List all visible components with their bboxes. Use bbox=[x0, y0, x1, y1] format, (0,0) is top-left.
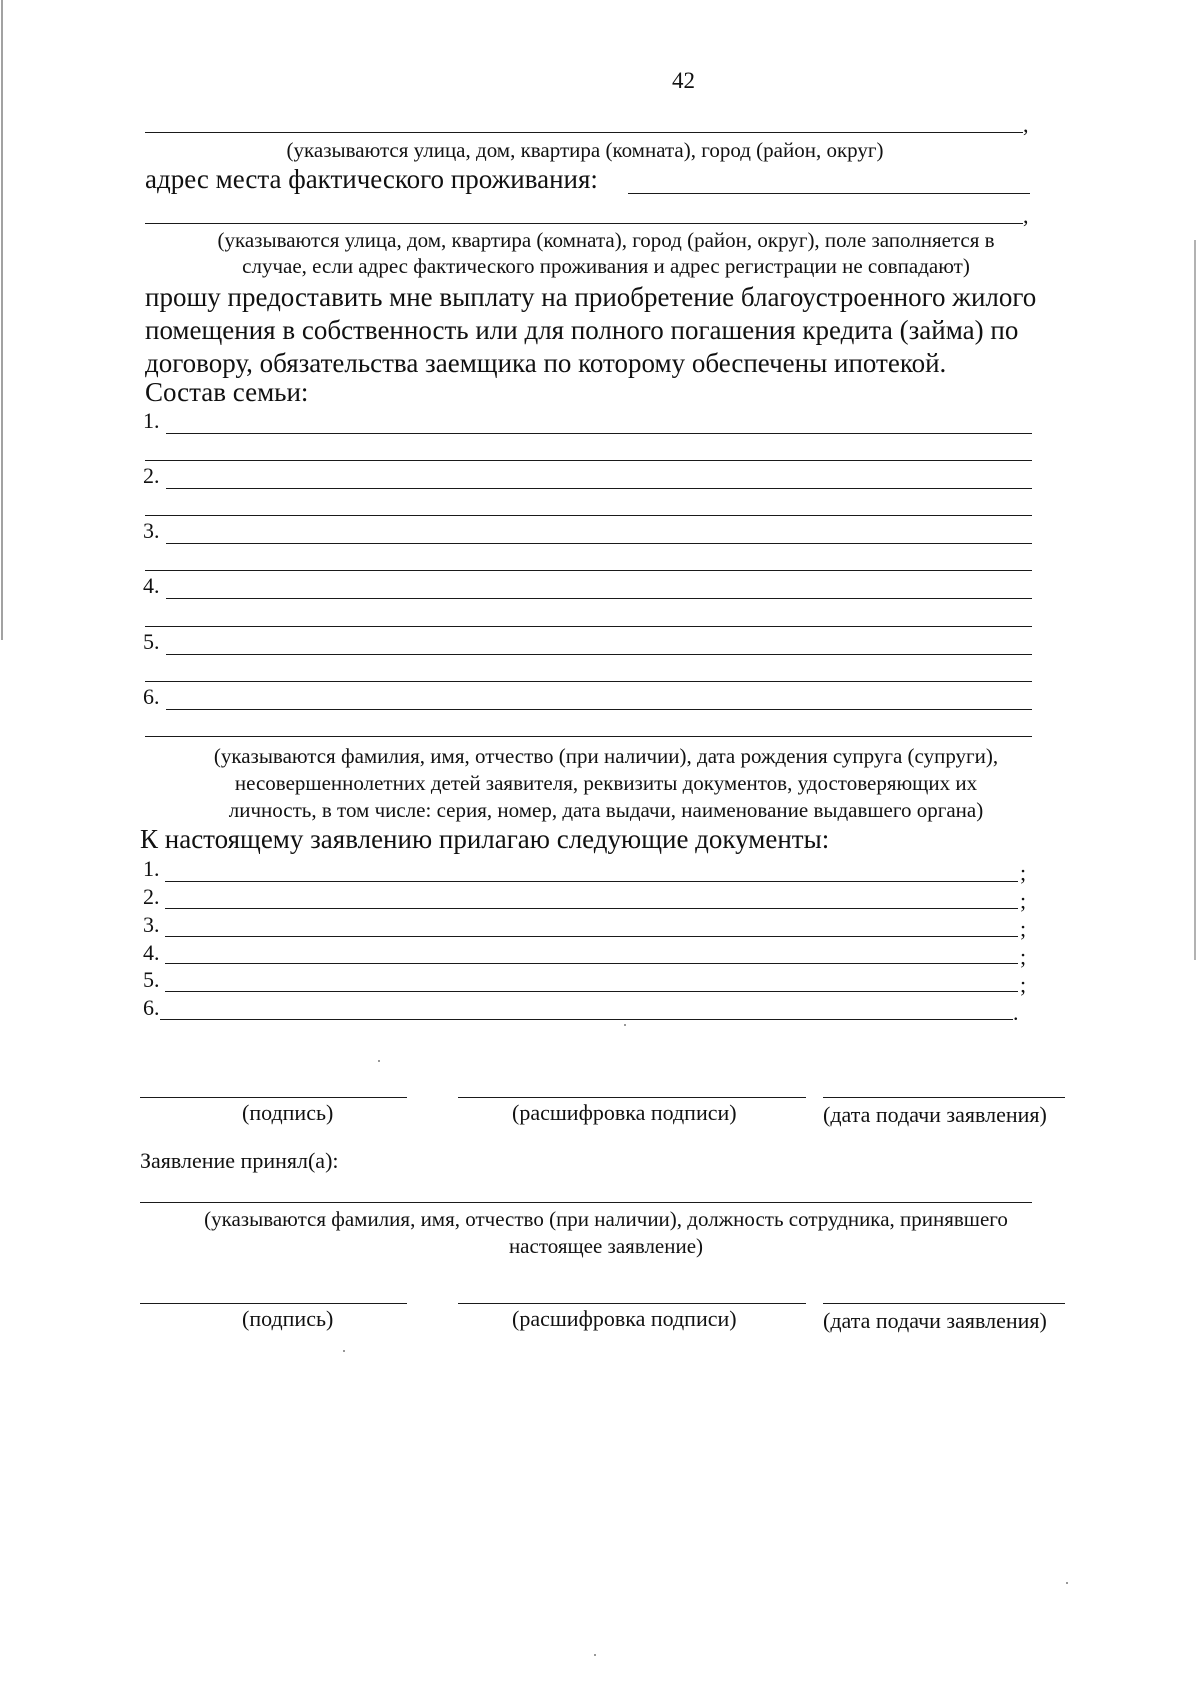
family-item-line bbox=[145, 736, 1032, 737]
document-item-end: ; bbox=[1020, 860, 1027, 885]
family-item-line bbox=[166, 433, 1032, 434]
family-item-number: 4. bbox=[143, 573, 160, 598]
scan-speck bbox=[343, 1350, 345, 1352]
document-item-line bbox=[165, 991, 1018, 992]
date-line bbox=[823, 1303, 1065, 1304]
family-item-line bbox=[166, 598, 1032, 599]
scan-speck bbox=[624, 1024, 626, 1026]
family-item-number: 1. bbox=[143, 408, 160, 433]
family-item-line bbox=[166, 488, 1032, 489]
scan-edge-right bbox=[1194, 240, 1196, 960]
family-item-number: 6. bbox=[143, 684, 160, 709]
request-line-1: прошу предоставить мне выплату на приобретение благоустроенного жилого bbox=[145, 282, 1037, 312]
document-item-line bbox=[165, 936, 1018, 937]
scan-speck bbox=[378, 1060, 380, 1062]
decoding-label: (расшифровка подписи) bbox=[512, 1306, 737, 1331]
family-item-number: 5. bbox=[143, 629, 160, 654]
document-item-number: 2. bbox=[143, 884, 160, 909]
document-item-end: . bbox=[1013, 1000, 1019, 1025]
document-item-end: ; bbox=[1020, 916, 1027, 941]
address-reg-comma: , bbox=[1023, 112, 1029, 137]
document-item-line bbox=[165, 908, 1018, 909]
decoding-line bbox=[458, 1097, 806, 1098]
page-number: 42 bbox=[672, 68, 695, 93]
document-item-line bbox=[165, 881, 1018, 882]
accepted-hint-2: настоящее заявление) bbox=[508, 1234, 704, 1258]
address-fact-line-2 bbox=[145, 223, 1023, 224]
address-fact-label: адрес места фактического проживания: bbox=[145, 164, 598, 194]
request-line-3: договору, обязательства заемщика по которому обеспечены ипотекой. bbox=[145, 348, 947, 378]
family-item-line bbox=[145, 515, 1032, 516]
decoding-label: (расшифровка подписи) bbox=[512, 1100, 737, 1125]
family-item-line bbox=[145, 460, 1032, 461]
accepted-hint-1: (указываются фамилия, имя, отчество (при наличии), должность сотрудника, принявшего bbox=[204, 1207, 1008, 1231]
address-fact-line-1 bbox=[628, 193, 1030, 194]
scan-speck bbox=[594, 1654, 596, 1656]
signature-line bbox=[140, 1303, 407, 1304]
scan-speck bbox=[1066, 1582, 1068, 1584]
document-item-end: ; bbox=[1020, 944, 1027, 969]
document-item-number: 3. bbox=[143, 912, 160, 937]
family-item-line bbox=[145, 626, 1032, 627]
family-hint-3: личность, в том числе: серия, номер, дата выдачи, наименование выдавшего органа) bbox=[228, 798, 984, 822]
document-item-end: ; bbox=[1020, 972, 1027, 997]
request-line-2: помещения в собственность или для полного погашения кредита (займа) по bbox=[145, 315, 1019, 345]
signature-line bbox=[140, 1097, 407, 1098]
documents-title: К настоящему заявлению прилагаю следующие документы: bbox=[140, 824, 830, 854]
address-reg-hint: (указываются улица, дом, квартира (комната), город (район, округ) bbox=[286, 138, 884, 162]
signature-label: (подпись) bbox=[242, 1100, 334, 1125]
accepted-label: Заявление принял(а): bbox=[140, 1148, 339, 1173]
family-item-line bbox=[166, 543, 1032, 544]
address-fact-comma: , bbox=[1023, 203, 1029, 228]
family-title: Состав семьи: bbox=[145, 377, 309, 407]
document-item-line bbox=[165, 963, 1018, 964]
family-item-line bbox=[166, 654, 1032, 655]
document-item-end: ; bbox=[1020, 888, 1027, 913]
address-fact-hint-2: случае, если адрес фактического проживания и адрес регистрации не совпадают) bbox=[242, 254, 970, 278]
signature-label: (подпись) bbox=[242, 1306, 334, 1331]
family-item-line bbox=[166, 709, 1032, 710]
decoding-line bbox=[458, 1303, 806, 1304]
scan-edge-left bbox=[1, 0, 3, 640]
family-item-line bbox=[145, 570, 1032, 571]
date-line bbox=[823, 1097, 1065, 1098]
address-reg-line bbox=[145, 132, 1023, 133]
family-hint-1: (указываются фамилия, имя, отчество (при наличии), дата рождения супруга (супруги), bbox=[213, 744, 999, 768]
family-item-number: 2. bbox=[143, 463, 160, 488]
family-hint-2: несовершеннолетних детей заявителя, реквизиты документов, удостоверяющих их bbox=[234, 771, 978, 795]
date-label: (дата подачи заявления) bbox=[823, 1102, 1047, 1127]
document-item-number: 1. bbox=[143, 856, 160, 881]
family-item-number: 3. bbox=[143, 518, 160, 543]
document-item-number: 5. bbox=[143, 967, 160, 992]
document-item-number: 6. bbox=[143, 995, 160, 1020]
document-item-line bbox=[160, 1019, 1013, 1020]
date-label: (дата подачи заявления) bbox=[823, 1308, 1047, 1333]
document-item-number: 4. bbox=[143, 940, 160, 965]
address-fact-hint-1: (указываются улица, дом, квартира (комната), город (район, округ), поле заполняется в bbox=[217, 228, 995, 252]
family-item-line bbox=[145, 681, 1032, 682]
accepted-line bbox=[140, 1202, 1032, 1203]
